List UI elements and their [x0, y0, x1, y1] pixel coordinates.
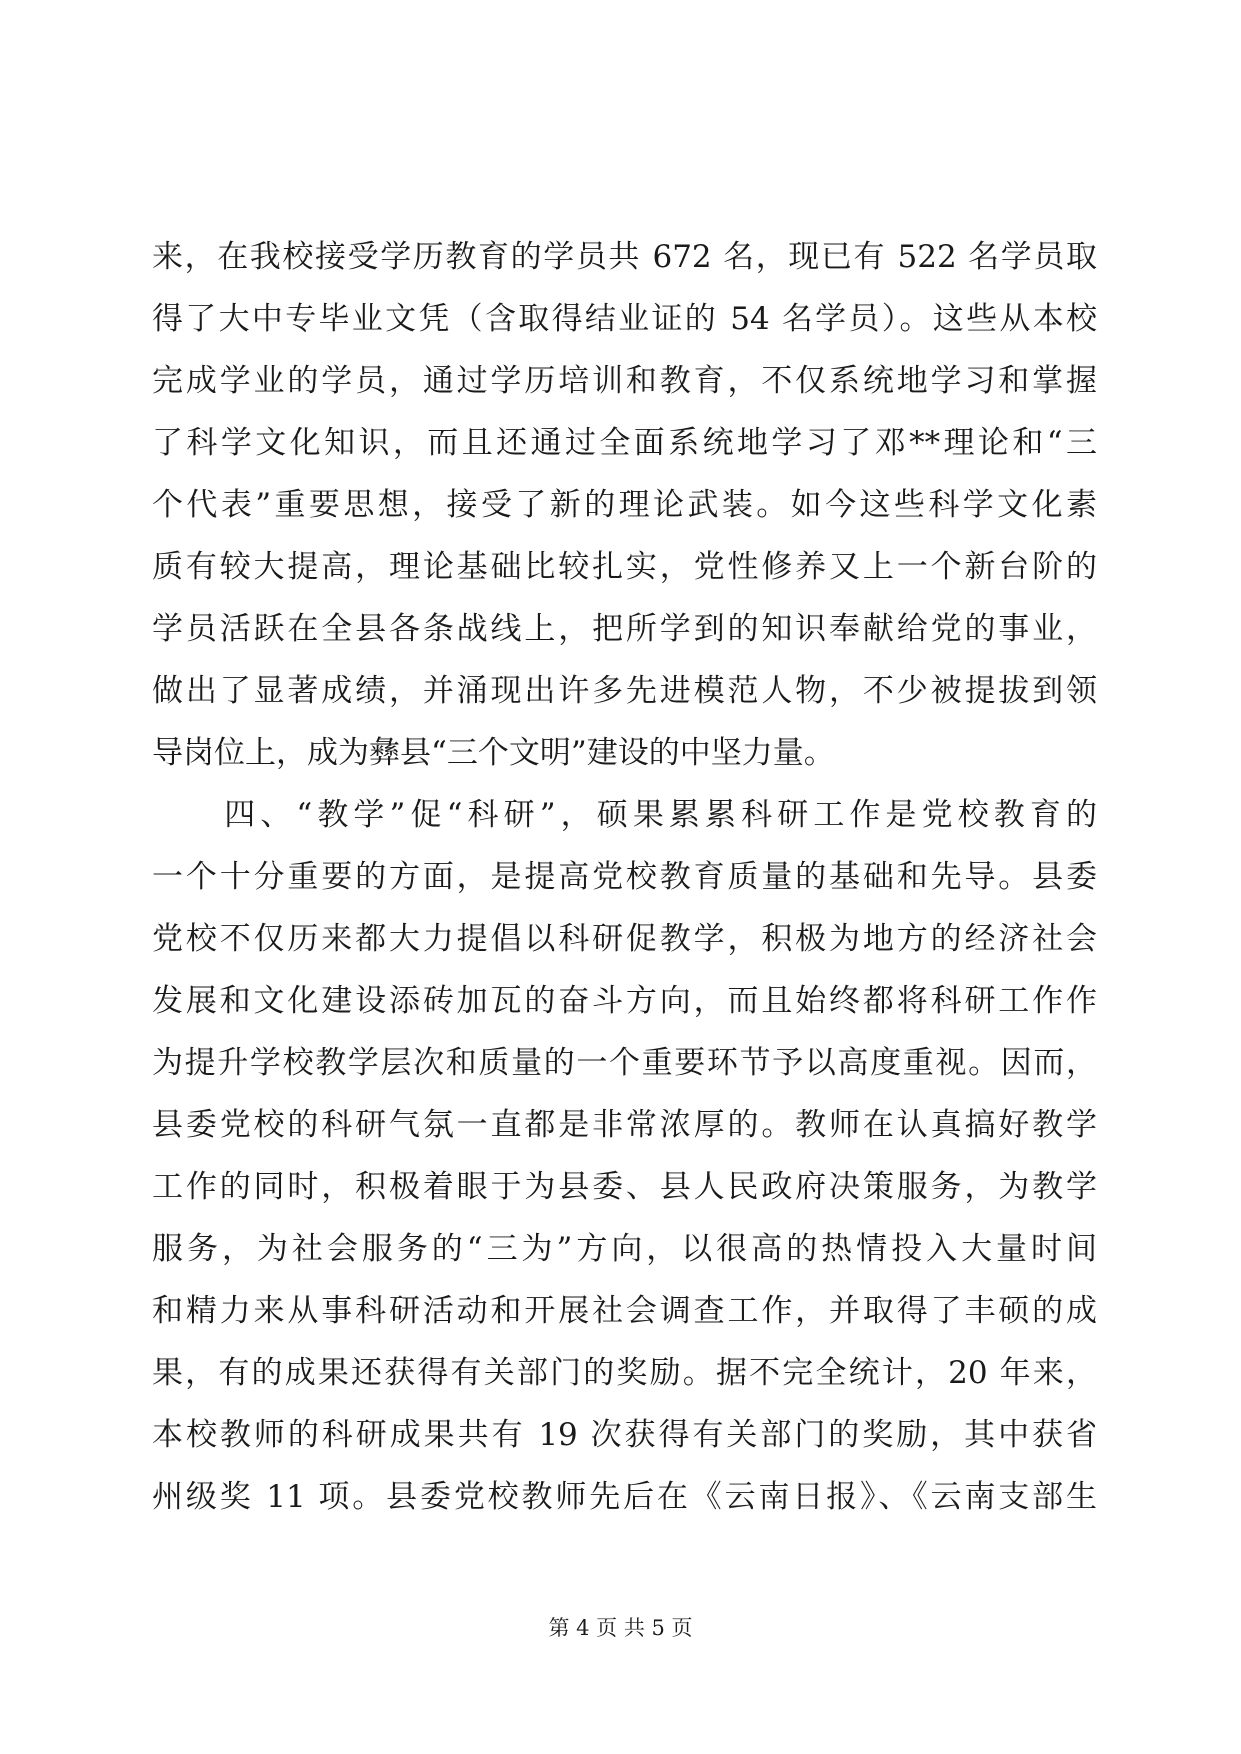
text-line: 发展和文化建设添砖加瓦的奋斗方向，而且始终都将科研工作作 [152, 983, 1097, 1019]
body-text [152, 226, 1097, 1528]
text-line: 学员活跃在全县各条战线上，把所学到的知识奉献给党的事业， [152, 611, 1097, 647]
text-line: 和精力来从事科研活动和开展社会调查工作，并取得了丰硕的成 [152, 1293, 1097, 1329]
text-line: 了科学文化知识，而且还通过全面系统地学习了邓**理论和“三 [152, 425, 1097, 461]
text-line: 一个十分重要的方面，是提高党校教育质量的基础和先导。县委 [152, 859, 1097, 895]
text-line: 完成学业的学员，通过学历培训和教育，不仅系统地学习和掌握 [152, 363, 1097, 399]
text-line: 为提升学校教学层次和质量的一个重要环节予以高度重视。因而， [152, 1045, 1097, 1081]
text-line: 县委党校的科研气氛一直都是非常浓厚的。教师在认真搞好教学 [152, 1107, 1097, 1143]
text-line: 四、“教学”促“科研”，硕果累累科研工作是党校教育的 [152, 797, 1097, 833]
text-line: 来，在我校接受学历教育的学员共 672 名，现已有 522 名学员取 [152, 239, 1097, 275]
text-line: 党校不仅历来都大力提倡以科研促教学，积极为地方的经济社会 [152, 921, 1097, 957]
text-line: 得了大中专毕业文凭（含取得结业证的 54 名学员）。这些从本校 [152, 301, 1097, 337]
text-line: 质有较大提高，理论基础比较扎实，党性修养又上一个新台阶的 [152, 549, 1097, 585]
text-line: 导岗位上，成为彝县“三个文明”建设的中坚力量。 [152, 735, 835, 771]
text-line: 果，有的成果还获得有关部门的奖励。据不完全统计，20 年来， [152, 1355, 1097, 1391]
text-line: 个代表”重要思想，接受了新的理论武装。如今这些科学文化素 [152, 487, 1097, 523]
page-footer: 第 4 页 共 5 页 [548, 1616, 693, 1640]
text-line: 服务，为社会服务的“三为”方向，以很高的热情投入大量时间 [152, 1231, 1097, 1267]
text-line: 做出了显著成绩，并涌现出许多先进模范人物，不少被提拔到领 [152, 673, 1097, 709]
text-line: 工作的同时，积极着眼于为县委、县人民政府决策服务，为教学 [152, 1169, 1097, 1205]
text-line: 本校教师的科研成果共有 19 次获得有关部门的奖励，其中获省 [152, 1417, 1097, 1453]
text-line: 州级奖 11 项。县委党校教师先后在《云南日报》、《云南支部生 [152, 1479, 1097, 1515]
